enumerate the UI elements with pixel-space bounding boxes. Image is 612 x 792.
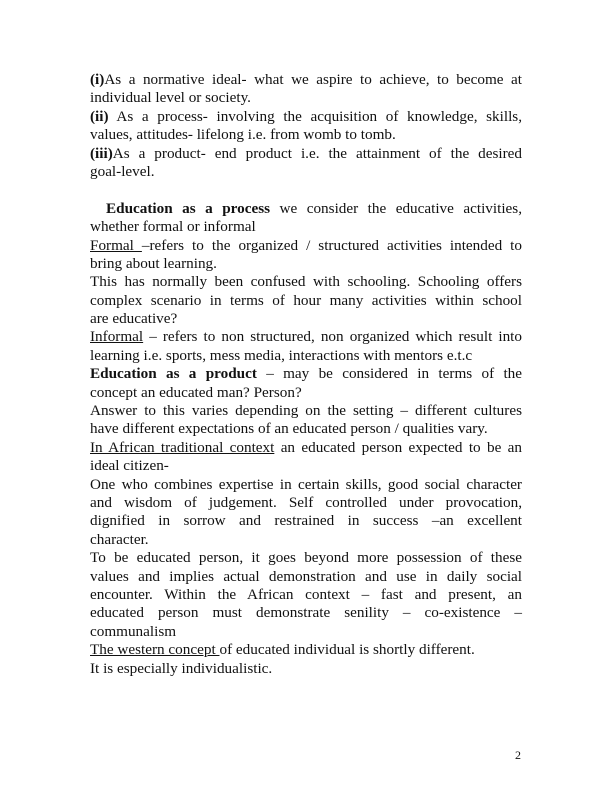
text-line	[90, 439, 522, 457]
text-line: educated person must demonstrate senility – co-existence –	[90, 604, 522, 622]
line-text: – may be considered in terms of the	[256, 365, 522, 383]
term-western-concept: The western concept	[90, 641, 220, 659]
line-text: As a product- end product i.e. the attainment of the desired	[112, 144, 522, 162]
text-line: bring about learning.	[90, 254, 217, 272]
line-text: As a normative ideal- what we aspire to achieve, to become at	[104, 71, 522, 88]
text-line: values and implies actual demonstration and use in daily social	[90, 567, 522, 585]
text-line: dignified in sorrow and restrained in success –an excellent	[90, 512, 522, 530]
term-informal: Informal	[90, 328, 144, 346]
text-line: To be educated person, it goes beyond more possession of these	[90, 549, 522, 567]
document-body	[90, 71, 522, 678]
text-line	[90, 145, 522, 163]
text-line	[90, 108, 522, 126]
page-number: 2	[515, 748, 521, 762]
text-line: goal-level.	[90, 162, 155, 180]
line-text: – refers to non structured, non organized which result into	[143, 328, 522, 346]
text-line: are educative?	[90, 310, 178, 328]
line-text: As a process- involving the acquisition of knowledge, skills,	[108, 107, 522, 125]
text-line: learning i.e. sports, mess media, interactions with mentors e.t.c	[90, 346, 473, 364]
text-line: character.	[90, 530, 149, 548]
text-line	[90, 641, 522, 659]
text-line: complex scenario in terms of hour many activities within school	[90, 291, 522, 309]
text-line: communalism	[90, 622, 177, 640]
text-line: One who combines expertise in certain skills, good social character	[90, 475, 522, 493]
line-text: we consider the educative activities,	[270, 199, 522, 217]
text-line	[90, 71, 522, 89]
text-line	[90, 200, 522, 218]
text-line: have different expectations of an educated person / qualities vary.	[90, 420, 488, 438]
text-line: ideal citizen-	[90, 457, 169, 475]
list-label: (ii)	[90, 107, 109, 125]
heading-process: Education as a process	[106, 199, 271, 217]
line-text: of educated individual is shortly different.	[219, 641, 475, 659]
text-line: individual level or society.	[90, 89, 251, 107]
text-line: This has normally been confused with schooling. Schooling offers	[90, 273, 522, 291]
text-line	[90, 365, 522, 383]
term-formal: Formal	[90, 236, 142, 254]
term-african-context: In African traditional context	[90, 438, 275, 456]
text-line: values, attitudes- lifelong i.e. from womb to tomb.	[90, 126, 396, 144]
list-label: (i)	[90, 71, 105, 88]
list-label: (iii)	[90, 144, 113, 162]
line-text: –refers to the organized / structured activities intended to	[141, 236, 522, 254]
text-line	[90, 328, 522, 346]
text-line: whether formal or informal	[90, 218, 256, 236]
text-line: It is especially individualistic.	[90, 659, 273, 677]
text-line: and wisdom of judgement. Self controlled under provocation,	[90, 493, 522, 511]
text-line: concept an educated man? Person?	[90, 383, 302, 401]
blank-line	[90, 181, 522, 199]
text-line: encounter. Within the African context – fast and present, an	[90, 585, 522, 603]
line-text: an educated person expected to be an	[274, 438, 522, 456]
text-line: Answer to this varies depending on the setting – different cultures	[90, 402, 522, 420]
heading-product: Education as a product	[90, 365, 257, 383]
text-line	[90, 237, 522, 255]
